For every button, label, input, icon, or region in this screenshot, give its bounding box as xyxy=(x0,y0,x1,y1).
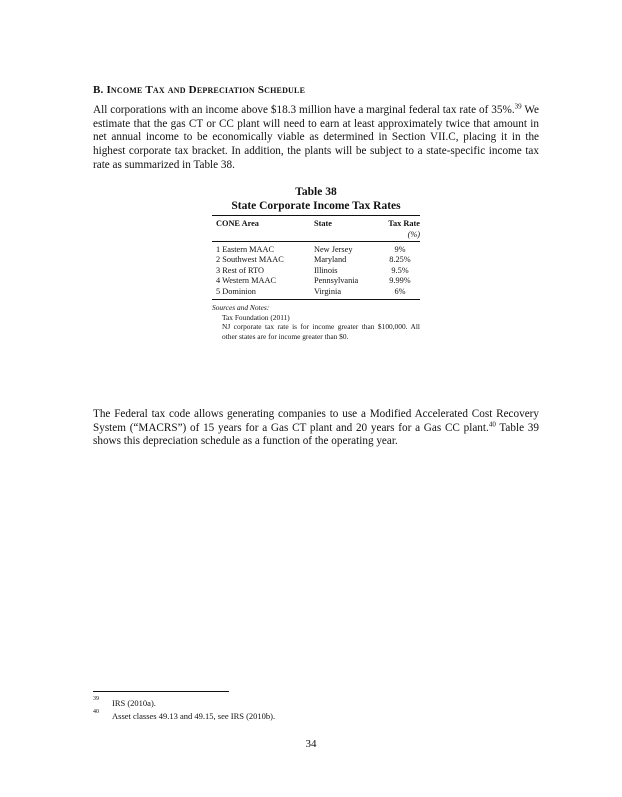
cell-rate: 9% xyxy=(394,245,406,254)
note-item: Tax Foundation (2011) xyxy=(222,312,290,322)
footnote-40 xyxy=(93,711,275,721)
cell-rate: 9.99% xyxy=(389,276,411,286)
footnote-ref-40[interactable]: 40 xyxy=(488,419,496,428)
table-row xyxy=(212,287,420,297)
paragraph-depreciation xyxy=(93,408,539,449)
footnote-ref-39[interactable]: 39 xyxy=(514,102,522,111)
cell-state: Pennsylvania xyxy=(314,276,359,286)
table-unit-row xyxy=(212,230,420,241)
section-heading xyxy=(93,84,305,96)
page-number: 34 xyxy=(305,738,317,750)
footnote-separator xyxy=(93,691,229,692)
tax-rate-table xyxy=(212,215,420,341)
cell-area: 2 Southwest MAAC xyxy=(216,255,284,265)
cell-state: Illinois xyxy=(314,265,338,275)
footnote-number: 39 xyxy=(93,696,99,702)
footnote-text: Asset classes 49.13 and 49.15, see IRS (2010b). xyxy=(112,711,276,721)
table-label: Table 38 xyxy=(295,186,337,198)
cell-rate: 9.5% xyxy=(391,265,409,275)
footnote-number: 40 xyxy=(93,709,99,715)
cell-area: 5 Dominion xyxy=(216,286,256,296)
paragraph-income-tax xyxy=(93,104,539,173)
cell-area: 1 Eastern MAAC xyxy=(216,245,275,254)
section-prefix: B. xyxy=(93,84,104,96)
footnote-39 xyxy=(93,698,156,708)
table-row xyxy=(212,245,420,255)
cell-area: 3 Rest of RTO xyxy=(216,265,264,275)
table-title: State Corporate Income Tax Rates xyxy=(231,200,401,212)
table-notes xyxy=(212,303,420,341)
header-state: State xyxy=(314,219,332,228)
cell-state: Maryland xyxy=(314,255,347,265)
header-rate-unit: (%) xyxy=(407,230,420,239)
paragraph-text: All corporations with an income above $18.3 million have a marginal federal tax rate of 35%. xyxy=(93,104,515,116)
paragraph-text: The Federal tax code allows generating companies to use a Modified Accelerated Cost Recovery System (“MACRS”) of 15 years for a Gas CT plant and 20 years for a Gas CC plant. xyxy=(93,408,539,434)
table-row xyxy=(212,276,420,286)
header-tax-rate: Tax Rate xyxy=(388,219,420,228)
cell-area: 4 Western MAAC xyxy=(216,276,277,286)
cell-state: Virginia xyxy=(314,286,342,296)
header-cone-area: CONE Area xyxy=(216,219,259,228)
cell-rate: 6% xyxy=(394,286,406,296)
table-row xyxy=(212,255,420,265)
section-title: Income Tax and Depreciation Schedule xyxy=(106,84,306,96)
footnote-text: IRS (2010a). xyxy=(112,698,156,708)
paragraph-text-continued: We estimate that the gas CT or CC plant will need to earn at least approximately twice that amount in net annual income to be economically viable as determined in Section VII.C, placing it in the highest corporate tax bracket. In addition, the plants will be subject to a state-specific income tax rate as summarized in Table 38. xyxy=(93,104,539,171)
table-header-row xyxy=(212,216,420,230)
cell-rate: 8.25% xyxy=(389,255,411,265)
cell-state: New Jersey xyxy=(314,245,353,254)
notes-heading: Sources and Notes: xyxy=(212,302,270,312)
table-bottom-rule xyxy=(212,299,420,300)
table-row xyxy=(212,266,420,276)
paragraph-text-continued: Table 39 shows this depreciation schedule as a function of the operating year. xyxy=(93,421,539,448)
note-item: NJ corporate tax rate is for income greater than $100,000. All other states are for income greater than $0. xyxy=(222,322,420,341)
